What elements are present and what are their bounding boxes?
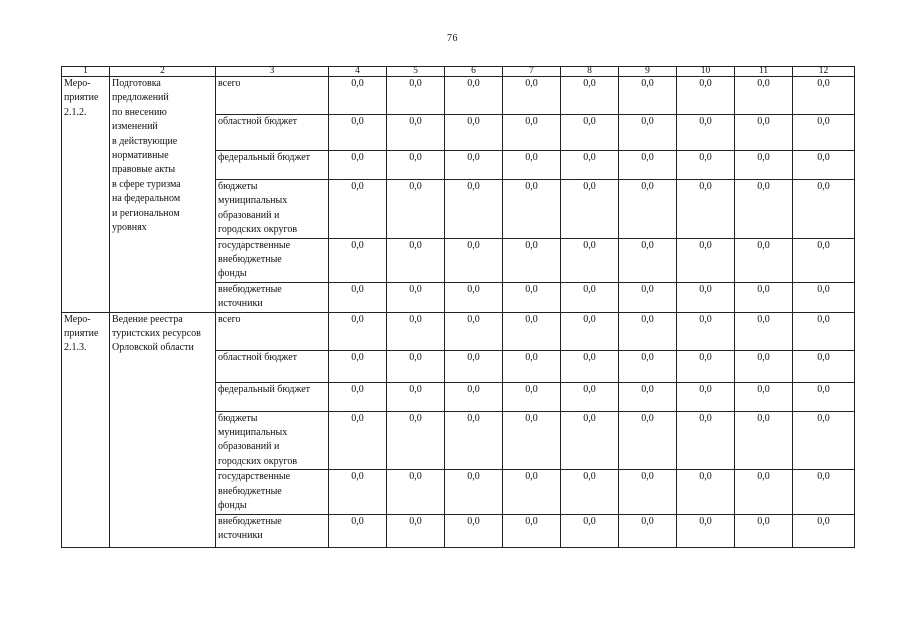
value-cell: 0,0 bbox=[677, 411, 735, 470]
value-cell: 0,0 bbox=[619, 411, 677, 470]
measure-label-line: Меро- bbox=[64, 313, 91, 325]
funding-source-line: государственные bbox=[218, 239, 291, 251]
value-cell: 0,0 bbox=[677, 312, 735, 350]
value-cell: 0,0 bbox=[503, 312, 561, 350]
value-cell: 0,0 bbox=[445, 238, 503, 282]
value-cell: 0,0 bbox=[329, 151, 387, 180]
value-cell: 0,0 bbox=[619, 312, 677, 350]
value-cell: 0,0 bbox=[561, 312, 619, 350]
measure-description-line: Орловской области bbox=[112, 342, 194, 354]
value-cell: 0,0 bbox=[793, 77, 855, 115]
column-header: 11 bbox=[735, 67, 793, 77]
value-cell: 0,0 bbox=[561, 151, 619, 180]
funding-source-line: внебюджетные bbox=[218, 515, 282, 527]
column-header: 1 bbox=[62, 67, 110, 77]
value-cell: 0,0 bbox=[329, 312, 387, 350]
value-cell: 0,0 bbox=[329, 282, 387, 312]
value-cell: 0,0 bbox=[793, 238, 855, 282]
funding-source bbox=[216, 282, 329, 312]
measure-label bbox=[62, 77, 110, 313]
measure-description bbox=[110, 77, 216, 313]
value-cell: 0,0 bbox=[329, 77, 387, 115]
value-cell: 0,0 bbox=[445, 411, 503, 470]
value-cell: 0,0 bbox=[503, 238, 561, 282]
value-cell: 0,0 bbox=[677, 514, 735, 547]
value-cell: 0,0 bbox=[387, 514, 445, 547]
value-cell: 0,0 bbox=[793, 282, 855, 312]
value-cell: 0,0 bbox=[329, 180, 387, 239]
value-cell: 0,0 bbox=[503, 470, 561, 514]
value-cell: 0,0 bbox=[503, 382, 561, 411]
value-cell: 0,0 bbox=[387, 470, 445, 514]
funding-source-line: муниципальных bbox=[218, 427, 288, 439]
value-cell: 0,0 bbox=[619, 382, 677, 411]
value-cell: 0,0 bbox=[677, 151, 735, 180]
funding-source-line: бюджеты bbox=[218, 412, 258, 424]
value-cell: 0,0 bbox=[793, 382, 855, 411]
value-cell: 0,0 bbox=[619, 350, 677, 382]
header-row bbox=[62, 67, 855, 77]
column-header: 10 bbox=[677, 67, 735, 77]
value-cell: 0,0 bbox=[793, 514, 855, 547]
table-row bbox=[62, 77, 855, 115]
funding-source-line: фонды bbox=[218, 268, 247, 280]
value-cell: 0,0 bbox=[387, 115, 445, 151]
value-cell: 0,0 bbox=[677, 470, 735, 514]
value-cell: 0,0 bbox=[735, 282, 793, 312]
value-cell: 0,0 bbox=[793, 470, 855, 514]
value-cell: 0,0 bbox=[735, 470, 793, 514]
funding-source-line: городских округов bbox=[218, 455, 298, 467]
value-cell: 0,0 bbox=[503, 180, 561, 239]
value-cell: 0,0 bbox=[445, 514, 503, 547]
funding-source bbox=[216, 151, 329, 180]
column-header: 6 bbox=[445, 67, 503, 77]
value-cell: 0,0 bbox=[677, 115, 735, 151]
value-cell: 0,0 bbox=[793, 180, 855, 239]
funding-source bbox=[216, 350, 329, 382]
value-cell: 0,0 bbox=[387, 411, 445, 470]
measure-label bbox=[62, 312, 110, 547]
value-cell: 0,0 bbox=[329, 238, 387, 282]
funding-source-line: источники bbox=[218, 298, 263, 310]
value-cell: 0,0 bbox=[677, 282, 735, 312]
value-cell: 0,0 bbox=[793, 350, 855, 382]
column-header: 2 bbox=[110, 67, 216, 77]
measure-description-line: в сфере туризма bbox=[112, 178, 181, 190]
measure-description-line: туристских ресурсов bbox=[112, 328, 201, 340]
funding-source-line: внебюджетные bbox=[218, 254, 282, 266]
value-cell: 0,0 bbox=[561, 411, 619, 470]
value-cell: 0,0 bbox=[735, 238, 793, 282]
value-cell: 0,0 bbox=[619, 115, 677, 151]
value-cell: 0,0 bbox=[793, 115, 855, 151]
value-cell: 0,0 bbox=[619, 282, 677, 312]
value-cell: 0,0 bbox=[503, 411, 561, 470]
funding-source bbox=[216, 312, 329, 350]
table-row bbox=[62, 312, 855, 350]
value-cell: 0,0 bbox=[735, 514, 793, 547]
value-cell: 0,0 bbox=[329, 115, 387, 151]
value-cell: 0,0 bbox=[735, 115, 793, 151]
value-cell: 0,0 bbox=[445, 77, 503, 115]
value-cell: 0,0 bbox=[619, 238, 677, 282]
column-header: 8 bbox=[561, 67, 619, 77]
value-cell: 0,0 bbox=[561, 238, 619, 282]
funding-source-line: бюджеты bbox=[218, 181, 258, 192]
funding-source-line: образований и bbox=[218, 209, 280, 221]
value-cell: 0,0 bbox=[793, 411, 855, 470]
value-cell: 0,0 bbox=[735, 77, 793, 115]
funding-source bbox=[216, 470, 329, 514]
value-cell: 0,0 bbox=[329, 411, 387, 470]
value-cell: 0,0 bbox=[445, 470, 503, 514]
measure-label-line: приятие bbox=[64, 92, 99, 104]
funding-table bbox=[61, 66, 855, 548]
funding-source-line: государственные bbox=[218, 471, 291, 483]
measure-description-line: Ведение реестра bbox=[112, 313, 183, 325]
funding-source bbox=[216, 238, 329, 282]
value-cell: 0,0 bbox=[561, 115, 619, 151]
funding-source-line: областной бюджет bbox=[218, 351, 298, 363]
value-cell: 0,0 bbox=[503, 514, 561, 547]
funding-source-line: городских округов bbox=[218, 224, 298, 236]
column-header: 7 bbox=[503, 67, 561, 77]
value-cell: 0,0 bbox=[387, 151, 445, 180]
value-cell: 0,0 bbox=[677, 382, 735, 411]
value-cell: 0,0 bbox=[561, 382, 619, 411]
value-cell: 0,0 bbox=[677, 238, 735, 282]
value-cell: 0,0 bbox=[735, 411, 793, 470]
value-cell: 0,0 bbox=[619, 151, 677, 180]
value-cell: 0,0 bbox=[793, 151, 855, 180]
funding-source bbox=[216, 514, 329, 547]
value-cell: 0,0 bbox=[735, 180, 793, 239]
funding-source-line: федеральный бюджет bbox=[218, 383, 311, 395]
measure-description-line: по внесению bbox=[112, 106, 167, 118]
measure-label-line: 2.1.2. bbox=[64, 106, 87, 118]
measure-description-line: Подготовка bbox=[112, 78, 161, 89]
funding-source-line: муниципальных bbox=[218, 195, 288, 207]
value-cell: 0,0 bbox=[387, 180, 445, 239]
value-cell: 0,0 bbox=[561, 77, 619, 115]
measure-label-line: приятие bbox=[64, 328, 99, 340]
funding-source-line: всего bbox=[218, 313, 241, 325]
funding-source bbox=[216, 382, 329, 411]
value-cell: 0,0 bbox=[619, 470, 677, 514]
value-cell: 0,0 bbox=[561, 470, 619, 514]
value-cell: 0,0 bbox=[329, 514, 387, 547]
column-header: 4 bbox=[329, 67, 387, 77]
value-cell: 0,0 bbox=[387, 77, 445, 115]
value-cell: 0,0 bbox=[445, 382, 503, 411]
value-cell: 0,0 bbox=[735, 151, 793, 180]
value-cell: 0,0 bbox=[619, 180, 677, 239]
value-cell: 0,0 bbox=[735, 312, 793, 350]
column-header: 12 bbox=[793, 67, 855, 77]
measure-description-line: на федеральном bbox=[112, 193, 181, 205]
value-cell: 0,0 bbox=[561, 350, 619, 382]
value-cell: 0,0 bbox=[561, 282, 619, 312]
value-cell: 0,0 bbox=[445, 180, 503, 239]
measure-description-line: нормативные bbox=[112, 150, 169, 162]
value-cell: 0,0 bbox=[735, 382, 793, 411]
measure-description-line: предложений bbox=[112, 92, 169, 104]
value-cell: 0,0 bbox=[445, 312, 503, 350]
value-cell: 0,0 bbox=[387, 282, 445, 312]
value-cell: 0,0 bbox=[445, 151, 503, 180]
funding-source bbox=[216, 411, 329, 470]
value-cell: 0,0 bbox=[503, 77, 561, 115]
value-cell: 0,0 bbox=[793, 312, 855, 350]
value-cell: 0,0 bbox=[445, 282, 503, 312]
value-cell: 0,0 bbox=[445, 350, 503, 382]
column-header: 3 bbox=[216, 67, 329, 77]
value-cell: 0,0 bbox=[387, 350, 445, 382]
funding-source-line: федеральный бюджет bbox=[218, 152, 311, 163]
value-cell: 0,0 bbox=[329, 470, 387, 514]
value-cell: 0,0 bbox=[503, 350, 561, 382]
funding-source bbox=[216, 180, 329, 239]
funding-source-line: внебюджетные bbox=[218, 485, 282, 497]
funding-source-line: внебюджетные bbox=[218, 283, 282, 295]
measure-description-line: в действующие bbox=[112, 135, 178, 147]
value-cell: 0,0 bbox=[619, 77, 677, 115]
funding-source-line: всего bbox=[218, 78, 241, 89]
value-cell: 0,0 bbox=[677, 180, 735, 239]
value-cell: 0,0 bbox=[735, 350, 793, 382]
value-cell: 0,0 bbox=[503, 151, 561, 180]
value-cell: 0,0 bbox=[561, 514, 619, 547]
value-cell: 0,0 bbox=[329, 382, 387, 411]
value-cell: 0,0 bbox=[677, 77, 735, 115]
funding-source bbox=[216, 77, 329, 115]
measure-description-line: уровнях bbox=[112, 222, 147, 234]
column-header: 9 bbox=[619, 67, 677, 77]
value-cell: 0,0 bbox=[445, 115, 503, 151]
funding-source bbox=[216, 115, 329, 151]
value-cell: 0,0 bbox=[619, 514, 677, 547]
measure-label-line: 2.1.3. bbox=[64, 342, 87, 354]
measure-description-line: изменений bbox=[112, 121, 158, 133]
measure-label-line: Меро- bbox=[64, 78, 91, 89]
value-cell: 0,0 bbox=[387, 238, 445, 282]
column-header: 5 bbox=[387, 67, 445, 77]
measure-description-line: правовые акты bbox=[112, 164, 176, 176]
value-cell: 0,0 bbox=[561, 180, 619, 239]
measure-description bbox=[110, 312, 216, 547]
page-number: 76 bbox=[447, 33, 458, 44]
funding-source-line: образований и bbox=[218, 441, 280, 453]
value-cell: 0,0 bbox=[677, 350, 735, 382]
value-cell: 0,0 bbox=[387, 312, 445, 350]
value-cell: 0,0 bbox=[503, 115, 561, 151]
value-cell: 0,0 bbox=[387, 382, 445, 411]
value-cell: 0,0 bbox=[329, 350, 387, 382]
funding-source-line: фонды bbox=[218, 500, 247, 512]
funding-source-line: источники bbox=[218, 529, 263, 541]
value-cell: 0,0 bbox=[503, 282, 561, 312]
measure-description-line: и региональном bbox=[112, 207, 180, 219]
funding-source-line: областной бюджет bbox=[218, 116, 298, 127]
